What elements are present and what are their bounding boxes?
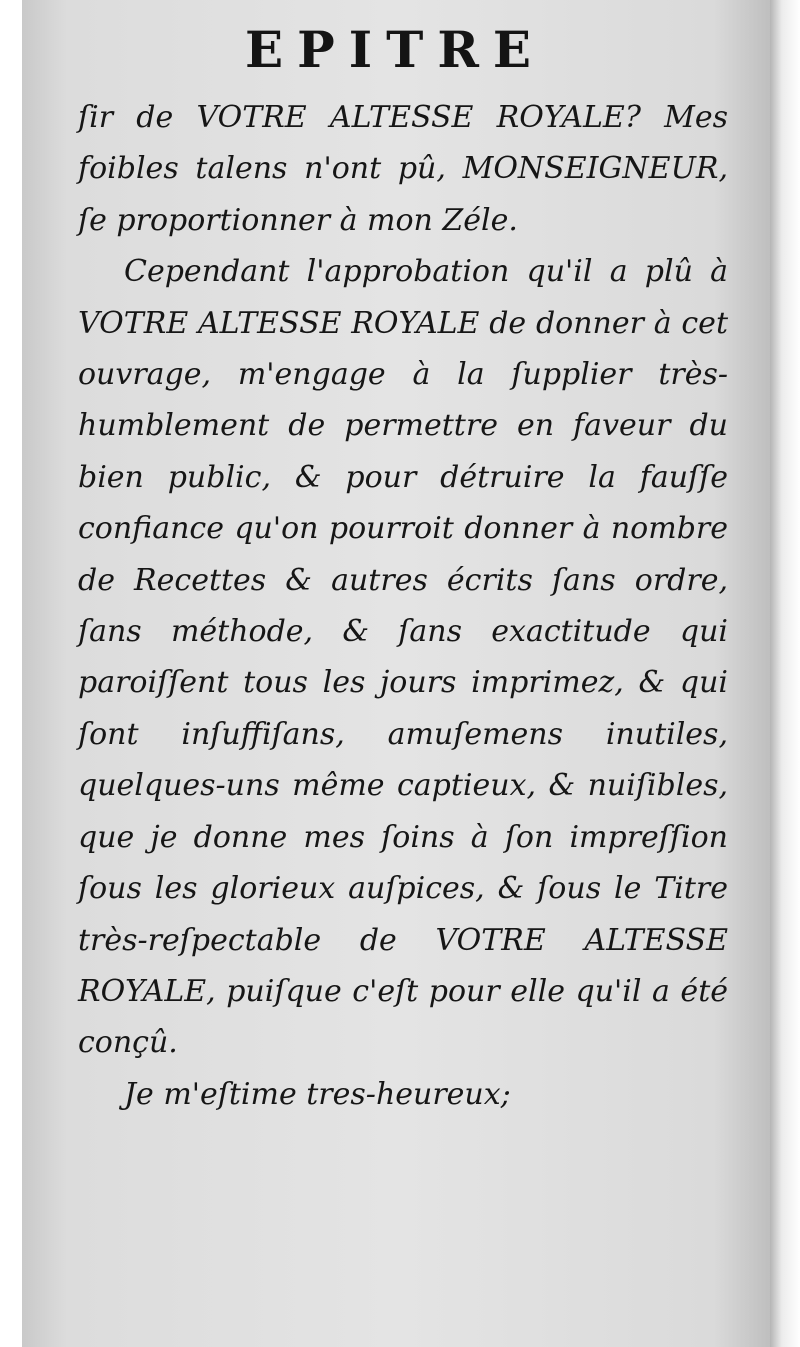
paragraph-1: ſir de VOTRE ALTESSE ROYALE? Mes foibles talens n'ont pû, MONSEIGNEUR, ſe proportionner à mon Zéle. xyxy=(78,100,728,238)
page-heading: EPITRE xyxy=(245,20,545,79)
paragraph-2: Cependant l'approbation qu'il a plû à VOTRE ALTESSE ROYALE de donner à cet ouvrage, m'engage à la ſupplier très-humblement de permettre en faveur du bien public, & pour détruire la fauſſe confiance qu'on pourroit donner à nombre de Recettes & autres écrits ſans ordre, ſans méthode, & ſans exactitude qui paroiſſent tous les jours imprimez, & qui ſont inſuffiſans, amuſemens inutiles, quelques-uns même captieux, & nuiſibles, que je donne mes ſoins à ſon impreſſion ſous les glorieux auſpices, & ſous le Titre très-reſpectable de VOTRE ALTESSE ROYALE, puiſque c'eſt pour elle qu'il a été conçû. xyxy=(78,254,728,1061)
body-text xyxy=(78,92,728,1120)
paragraph-3: Je m'eſtime tres-heureux; xyxy=(124,1076,511,1112)
page-edge xyxy=(770,0,800,1347)
